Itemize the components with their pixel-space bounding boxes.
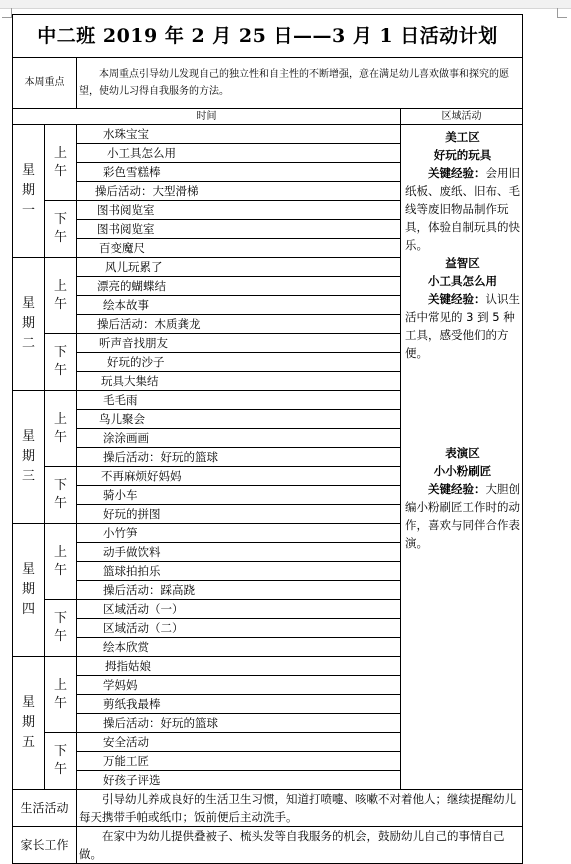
crop-mark-right (557, 8, 567, 18)
activity-item: 彩色雪糕棒 (77, 163, 401, 182)
morning-label: 上 午 (45, 524, 77, 600)
key-experience-label: 关键经验： (428, 482, 486, 496)
life-activity-text: 引导幼儿养成良好的生活卫生习惯，知道打喷嚏、咳嗽不对着他人；继续提醒幼儿每天携带手帕或纸巾；饭前便后主动洗手。 (77, 790, 523, 827)
activity-item: 鸟儿聚会 (77, 410, 401, 429)
activity-item: 操后活动：好玩的篮球 (77, 714, 401, 733)
activity-item: 水珠宝宝 (77, 125, 401, 144)
activity-item: 区域活动（二） (77, 619, 401, 638)
activity-item: 骑小车 (77, 486, 401, 505)
time-header: 时间 (13, 109, 401, 125)
activity-item: 安全活动 (77, 733, 401, 752)
activity-item: 动手做饮料 (77, 543, 401, 562)
afternoon-label: 下 午 (45, 600, 77, 657)
activity-item: 学妈妈 (77, 676, 401, 695)
life-activity-label: 生活活动 (13, 790, 77, 827)
crop-mark-left (2, 8, 12, 18)
area-activity-name: 好玩的玩具 (433, 148, 492, 162)
weekday-label: 星 期 三 (13, 391, 45, 524)
page-edge (0, 0, 571, 9)
activity-item: 操后活动：大型滑梯 (77, 182, 401, 201)
document-title: 中二班 2019 年 2 月 25 日——3 月 1 日活动计划 (13, 15, 523, 58)
afternoon-label: 下 午 (45, 201, 77, 258)
parent-work-text: 在家中为幼儿提供叠被子、梳头发等自我服务的机会，鼓励幼儿自己的事情自己做。 (77, 827, 523, 864)
morning-label: 上 午 (45, 258, 77, 334)
activity-item: 涂涂画画 (77, 429, 401, 448)
activity-item: 百变魔尺 (77, 239, 401, 258)
week-focus-text: 本周重点引导幼儿发现自己的独立性和自主性的不断增强，意在满足幼儿喜欢做事和探究的愿望，使幼儿习得自我服务的方法。 (77, 58, 523, 109)
area-block (405, 128, 520, 254)
activity-item: 风儿玩累了 (77, 258, 401, 277)
key-experience-text: 大胆创编小粉刷匠工作时的动作，喜欢与同伴合作表演。 (405, 482, 520, 550)
key-experience-text: 会用旧纸板、废纸、旧布、毛线等废旧物品制作玩具，体验自制玩具的快乐。 (405, 166, 520, 252)
week-focus-label: 本周重点 (13, 58, 77, 109)
key-experience-label: 关键经验： (428, 166, 486, 180)
weekday-label: 星 期 四 (13, 524, 45, 657)
afternoon-label: 下 午 (45, 334, 77, 391)
activity-item: 篮球拍拍乐 (77, 562, 401, 581)
key-experience-text: 认识生活中常见的 3 到 5 种工具，感受他们的方便。 (405, 292, 520, 360)
activity-item: 绘本欣赏 (77, 638, 401, 657)
activity-item: 图书阅览室 (77, 201, 401, 220)
area-block (405, 444, 520, 552)
afternoon-label: 下 午 (45, 733, 77, 790)
area-zone: 益智区 (445, 256, 480, 270)
activity-item: 剪纸我最棒 (77, 695, 401, 714)
parent-work-label: 家长工作 (13, 827, 77, 864)
morning-label: 上 午 (45, 125, 77, 201)
activity-item: 操后活动：踩高跷 (77, 581, 401, 600)
activity-item: 玩具大集结 (77, 372, 401, 391)
activity-item: 绘本故事 (77, 296, 401, 315)
activity-item: 不再麻烦好妈妈 (77, 467, 401, 486)
area-activity-name: 小小粉刷匠 (433, 464, 492, 478)
activity-item: 毛毛雨 (77, 391, 401, 410)
activity-item: 好玩的拼图 (77, 505, 401, 524)
morning-label: 上 午 (45, 391, 77, 467)
area-zone: 美工区 (445, 130, 480, 144)
activity-item: 拇指姑娘 (77, 657, 401, 676)
morning-label: 上 午 (45, 657, 77, 733)
activity-item: 万能工匠 (77, 752, 401, 771)
key-experience-label: 关键经验： (428, 292, 486, 306)
activity-item: 小工具怎么用 (77, 144, 401, 163)
area-block (405, 254, 520, 362)
activity-item: 漂亮的蝴蝶结 (77, 277, 401, 296)
activity-plan-table (12, 14, 523, 864)
area-activity-header: 区域活动 (401, 109, 523, 125)
activity-item: 听声音找朋友 (77, 334, 401, 353)
activity-item: 好玩的沙子 (77, 353, 401, 372)
activity-item: 图书阅览室 (77, 220, 401, 239)
activity-item: 区域活动（一） (77, 600, 401, 619)
weekday-label: 星 期 二 (13, 258, 45, 391)
area-zone: 表演区 (445, 446, 480, 460)
activity-item: 好孩子评选 (77, 771, 401, 790)
weekday-label: 星 期 五 (13, 657, 45, 790)
activity-item: 操后活动：木质龚龙 (77, 315, 401, 334)
afternoon-label: 下 午 (45, 467, 77, 524)
area-activity-name: 小工具怎么用 (428, 274, 497, 288)
activity-item: 小竹笋 (77, 524, 401, 543)
document-page (12, 14, 522, 864)
area-activity-column (401, 125, 523, 790)
activity-item: 操后活动：好玩的篮球 (77, 448, 401, 467)
weekday-label: 星 期 一 (13, 125, 45, 258)
